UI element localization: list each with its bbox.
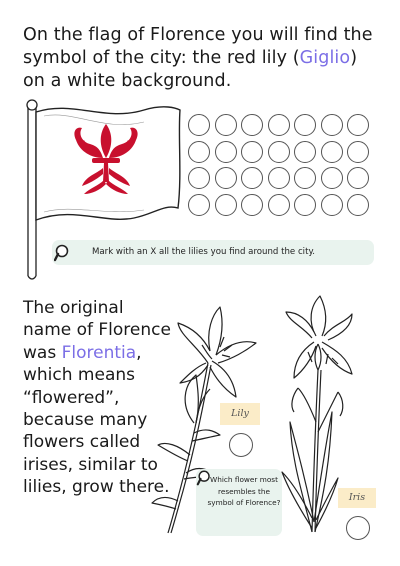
lily-count-circle[interactable] [215, 141, 237, 163]
lily-count-circle[interactable] [268, 194, 290, 216]
lily-count-circle[interactable] [294, 141, 316, 163]
intro-text [23, 24, 383, 93]
lily-count-circle[interactable] [294, 114, 316, 136]
lily-count-circle[interactable] [347, 194, 369, 216]
question-text: Which flower most resembles the symbol of Florence? [207, 475, 281, 507]
para-highlight-florentia: Florentia [61, 342, 137, 363]
iris-answer-circle[interactable] [346, 516, 370, 540]
lily-count-circle[interactable] [241, 141, 263, 163]
lily-count-circle[interactable] [321, 194, 343, 216]
lily-count-circle[interactable] [188, 194, 210, 216]
lily-count-circle[interactable] [321, 167, 343, 189]
lily-count-circle[interactable] [241, 194, 263, 216]
para-after: , which means “flowered”, because many flowers called irises, similar to lilies, grow there. [23, 342, 170, 498]
lily-count-circle[interactable] [321, 114, 343, 136]
tip-text: Mark with an X all the lilies you find around the city. [92, 247, 316, 257]
lily-count-circle[interactable] [188, 141, 210, 163]
lily-count-circle[interactable] [268, 114, 290, 136]
lily-count-circle[interactable] [321, 141, 343, 163]
lily-count-circle[interactable] [241, 114, 263, 136]
lily-count-circle[interactable] [268, 141, 290, 163]
lily-count-circle[interactable] [188, 167, 210, 189]
lily-count-circle[interactable] [347, 114, 369, 136]
lily-count-circle[interactable] [347, 141, 369, 163]
intro-highlight-giglio: Giglio [299, 48, 351, 68]
lily-count-circle[interactable] [215, 167, 237, 189]
iris-label: Iris [338, 488, 376, 508]
intro-before: On the flag of Florence you will find the symbol of the city: the red lily ( [23, 25, 373, 68]
lily-label: Lily [220, 403, 260, 425]
lily-count-circle[interactable] [347, 167, 369, 189]
lily-count-circle[interactable] [215, 114, 237, 136]
lily-count-circle[interactable] [294, 167, 316, 189]
lily-count-circle[interactable] [294, 194, 316, 216]
lily-answer-circle[interactable] [229, 433, 253, 457]
lily-count-circle[interactable] [215, 194, 237, 216]
lily-count-circle[interactable] [268, 167, 290, 189]
magnifier-icon [54, 243, 74, 263]
para-before: The original name of Florence was [23, 298, 171, 363]
intro-after: ) on a white background. [23, 48, 358, 91]
lily-count-circle[interactable] [241, 167, 263, 189]
lily-count-circle[interactable] [188, 114, 210, 136]
